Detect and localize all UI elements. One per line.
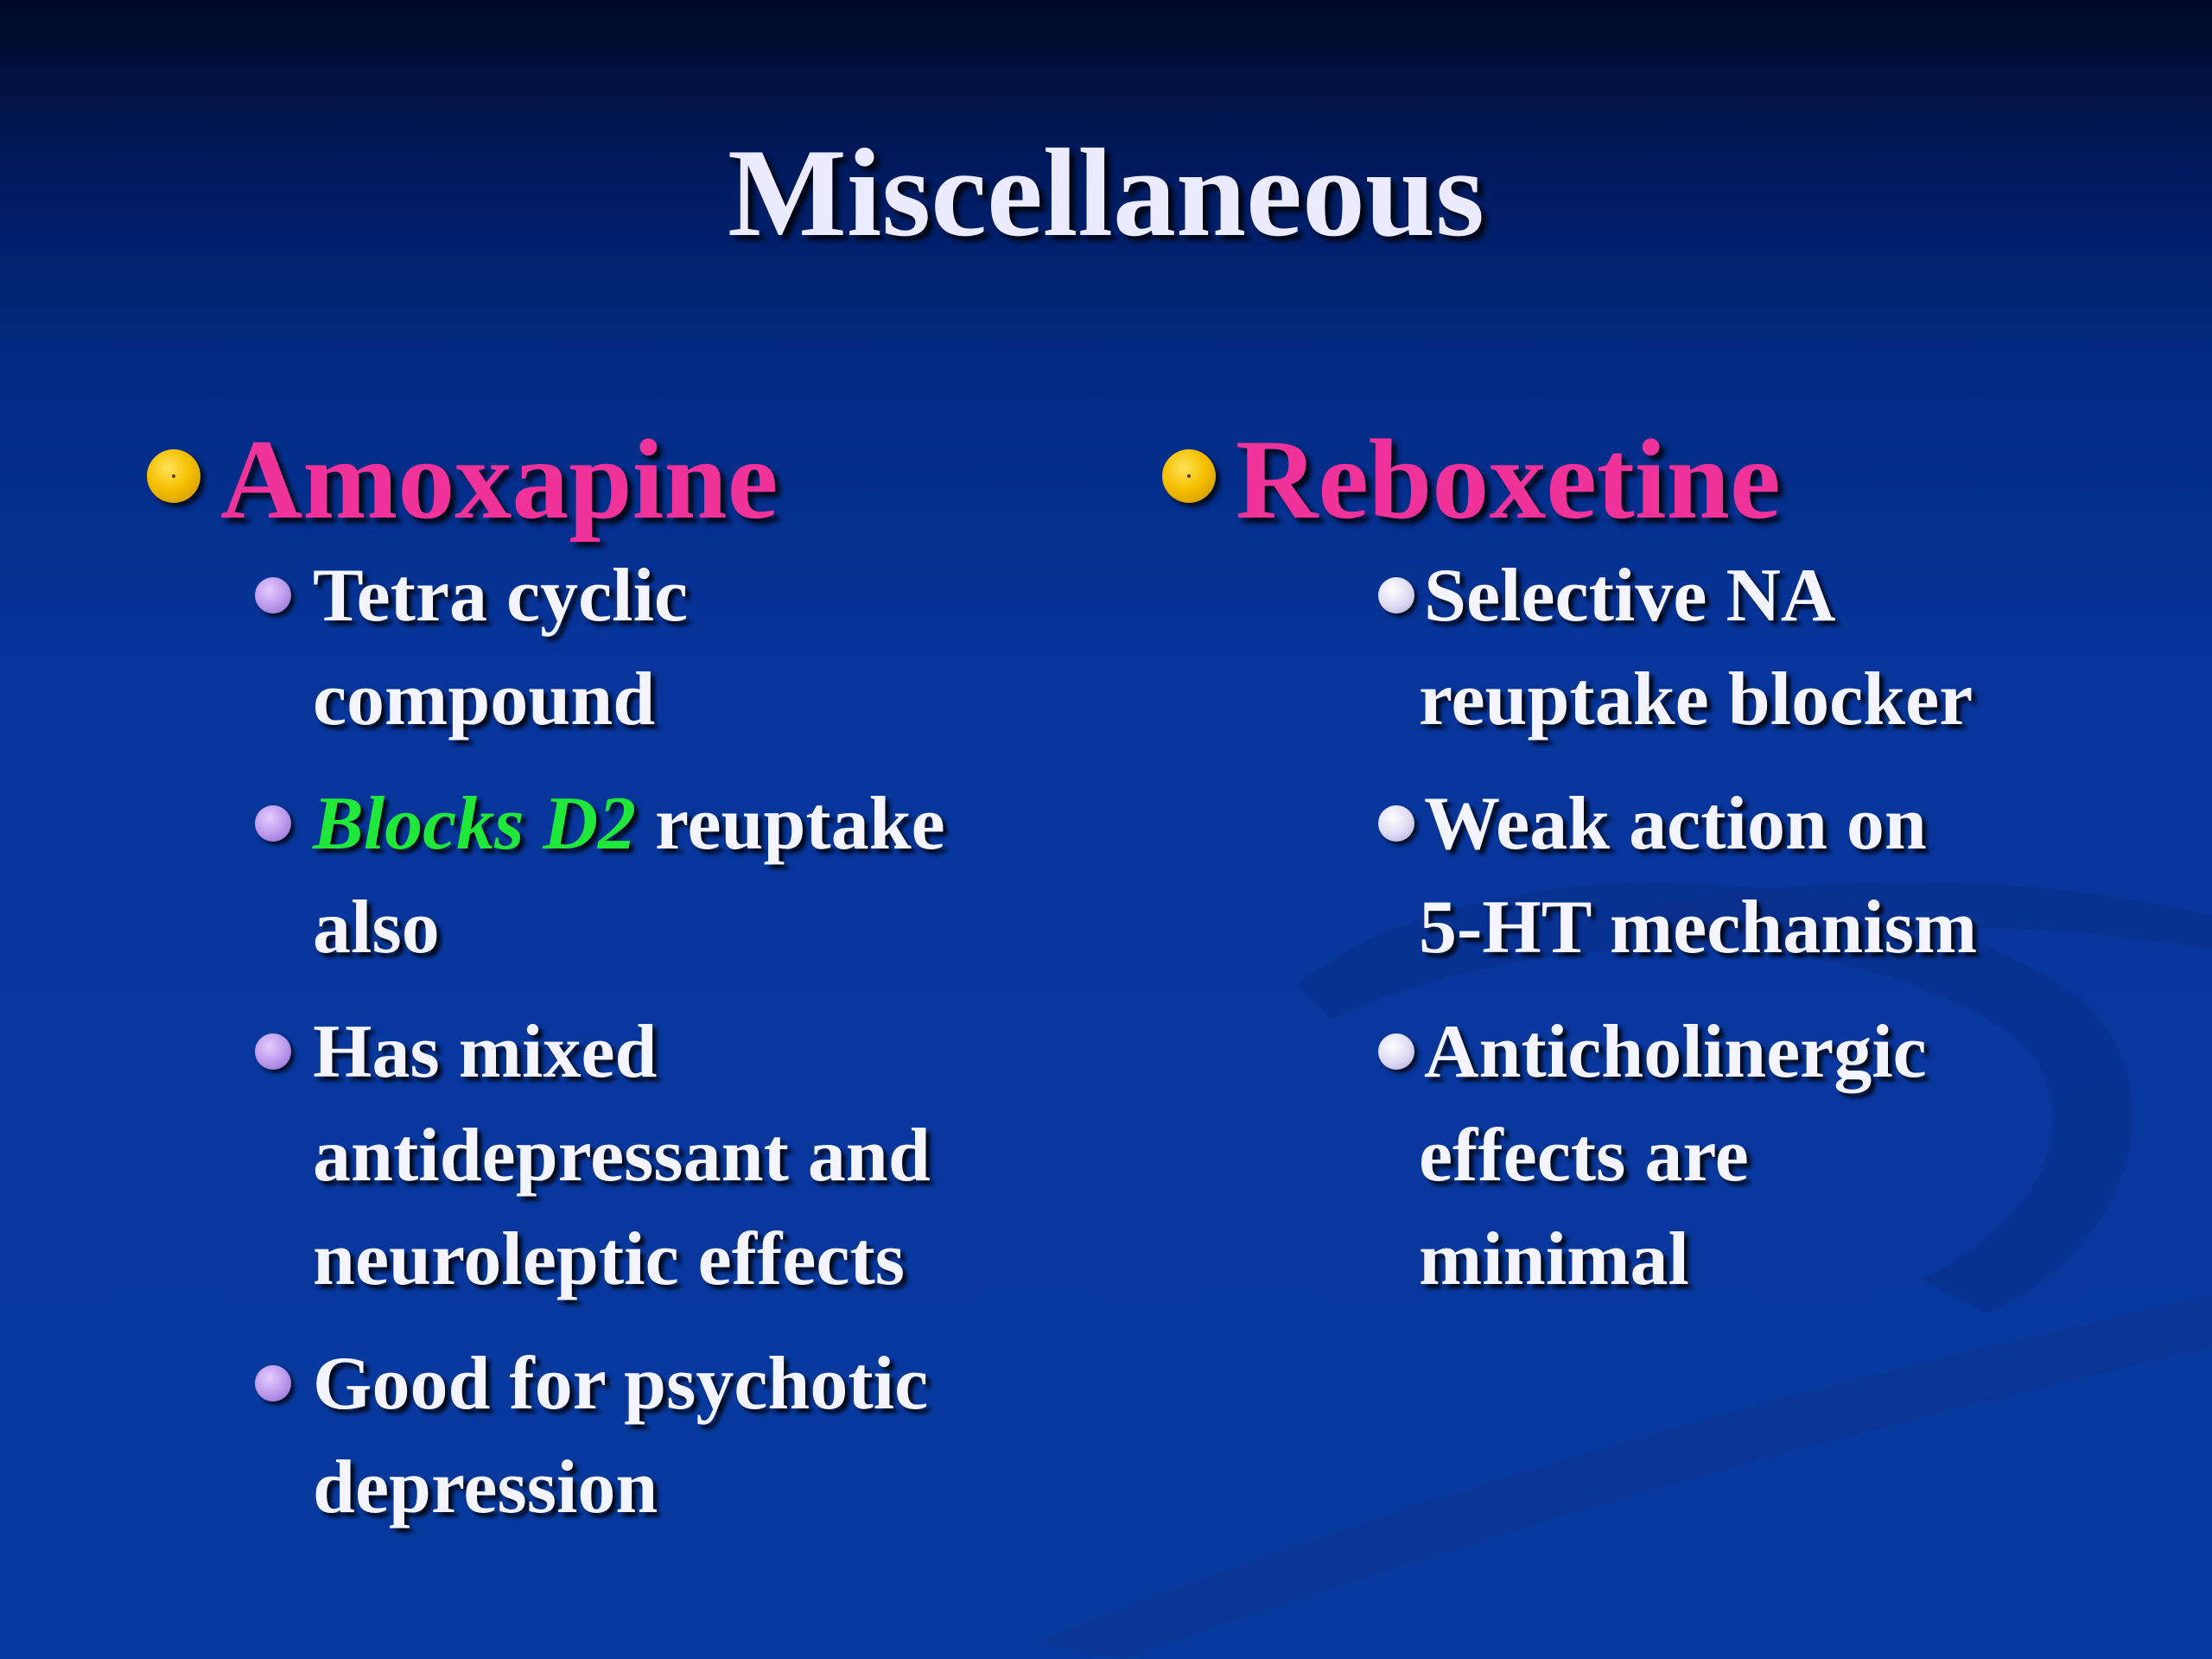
bullet-icon: [1162, 449, 1216, 503]
list-item-line: also: [313, 886, 440, 969]
list-item-text: reuptake: [636, 782, 945, 866]
list-item-line: Anticholinergic: [1424, 1010, 1927, 1094]
bullet-icon: [255, 1365, 291, 1402]
bullet-icon: [255, 1033, 291, 1070]
list-item-line: neuroleptic effects: [313, 1217, 906, 1301]
bullet-icon: [1378, 577, 1414, 613]
list-item: [1162, 544, 2130, 752]
right-heading: [1162, 415, 2130, 544]
bullet-icon: [147, 449, 200, 503]
list-item-line: effects are: [1419, 1114, 1749, 1198]
list-item-line: Has mixed: [313, 1010, 658, 1094]
list-item: [147, 1001, 1080, 1312]
left-heading-text: Amoxapine: [220, 416, 779, 543]
list-item-line: antidepressant and: [313, 1114, 931, 1198]
list-item-line: [313, 772, 1080, 876]
left-column: [147, 415, 1080, 1560]
list-item-line: Tetra cyclic: [313, 554, 689, 638]
list-item-line: Selective NA: [1424, 554, 1836, 638]
list-item-line: 5-HT mechanism: [1419, 886, 1978, 969]
list-item-line: Good for psychotic: [313, 1342, 929, 1426]
list-item: [1162, 772, 2130, 980]
list-item: [147, 544, 1080, 752]
bullet-icon: [1378, 805, 1414, 842]
slide-title: Miscellaneous: [728, 123, 1484, 263]
list-item-line: reuptake blocker: [1419, 658, 1974, 741]
right-list: [1162, 544, 2130, 1312]
highlight-text: Blocks D2: [313, 782, 636, 866]
bullet-icon: [1378, 1033, 1414, 1070]
list-item-line: depression: [313, 1446, 658, 1529]
bullet-icon: [255, 577, 291, 613]
list-item-line: minimal: [1419, 1217, 1689, 1301]
right-heading-text: Reboxetine: [1236, 416, 1781, 543]
left-list: [147, 544, 1080, 1540]
bullet-icon: [255, 805, 291, 842]
list-item: [147, 772, 1080, 980]
right-column: [1162, 415, 2130, 1332]
list-item-line: Weak action on: [1424, 782, 1927, 866]
list-item: [147, 1332, 1080, 1540]
left-heading: [147, 415, 1080, 544]
list-item: [1162, 1001, 2130, 1312]
list-item-line: compound: [313, 658, 656, 741]
